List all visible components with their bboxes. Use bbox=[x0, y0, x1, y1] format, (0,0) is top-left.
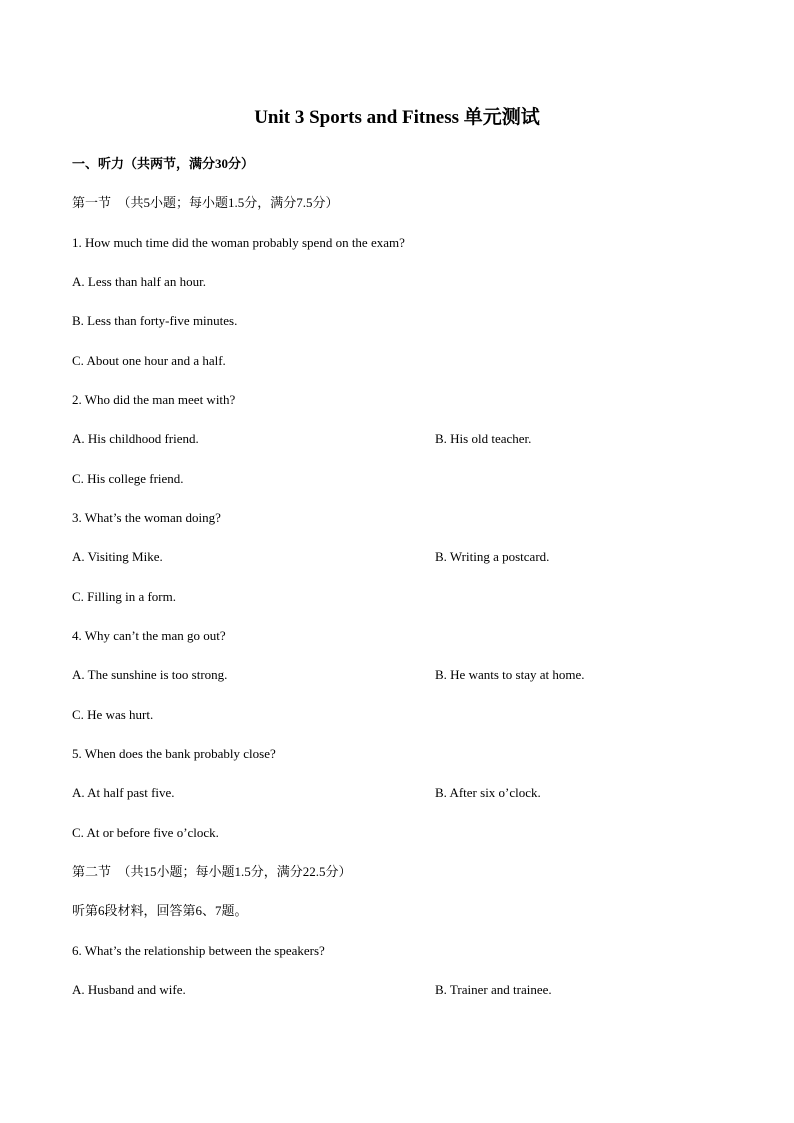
option-2a: A. His childhood friend. bbox=[72, 431, 199, 446]
option-4c: C. He was hurt. bbox=[72, 707, 154, 722]
listening-instruction-6: 听第6段材料，回答第6、7题。 bbox=[72, 903, 248, 918]
option-4a: A. The sunshine is too strong. bbox=[72, 667, 228, 682]
question-stem-4: 4. Why can’t the man go out? bbox=[72, 628, 226, 643]
question-stem-3: 3. What’s the woman doing? bbox=[72, 510, 221, 525]
section-heading-2: 第二节 （共15小题；每小题1.5分，满分22.5分） bbox=[72, 864, 352, 879]
option-5c: C. At or before five o’clock. bbox=[72, 825, 219, 840]
question-stem-6: 6. What’s the relationship between the speakers? bbox=[72, 943, 325, 958]
option-1b: B. Less than forty-five minutes. bbox=[72, 313, 238, 328]
option-3a: A. Visiting Mike. bbox=[72, 549, 163, 564]
question-stem-1: 1. How much time did the woman probably spend on the exam? bbox=[72, 235, 405, 250]
question-stem-5: 5. When does the bank probably close? bbox=[72, 746, 276, 761]
option-6a: A. Husband and wife. bbox=[72, 982, 186, 997]
question-stem-2: 2. Who did the man meet with? bbox=[72, 392, 236, 407]
option-3b: B. Writing a postcard. bbox=[435, 549, 550, 564]
option-5b: B. After six o’clock. bbox=[435, 785, 541, 800]
option-2b: B. His old teacher. bbox=[435, 431, 532, 446]
option-5a: A. At half past five. bbox=[72, 785, 175, 800]
page-title: Unit 3 Sports and Fitness 单元测试 bbox=[254, 107, 540, 128]
option-4b: B. He wants to stay at home. bbox=[435, 667, 585, 682]
option-3c: C. Filling in a form. bbox=[72, 589, 176, 604]
section-heading-1: 第一节 （共5小题；每小题1.5分，满分7.5分） bbox=[72, 195, 339, 210]
option-1c: C. About one hour and a half. bbox=[72, 353, 226, 368]
option-2c: C. His college friend. bbox=[72, 471, 184, 486]
option-1a: A. Less than half an hour. bbox=[72, 274, 206, 289]
option-6b: B. Trainer and trainee. bbox=[435, 982, 552, 997]
part-heading-listening: 一、听力（共两节，满分30分） bbox=[72, 156, 255, 171]
